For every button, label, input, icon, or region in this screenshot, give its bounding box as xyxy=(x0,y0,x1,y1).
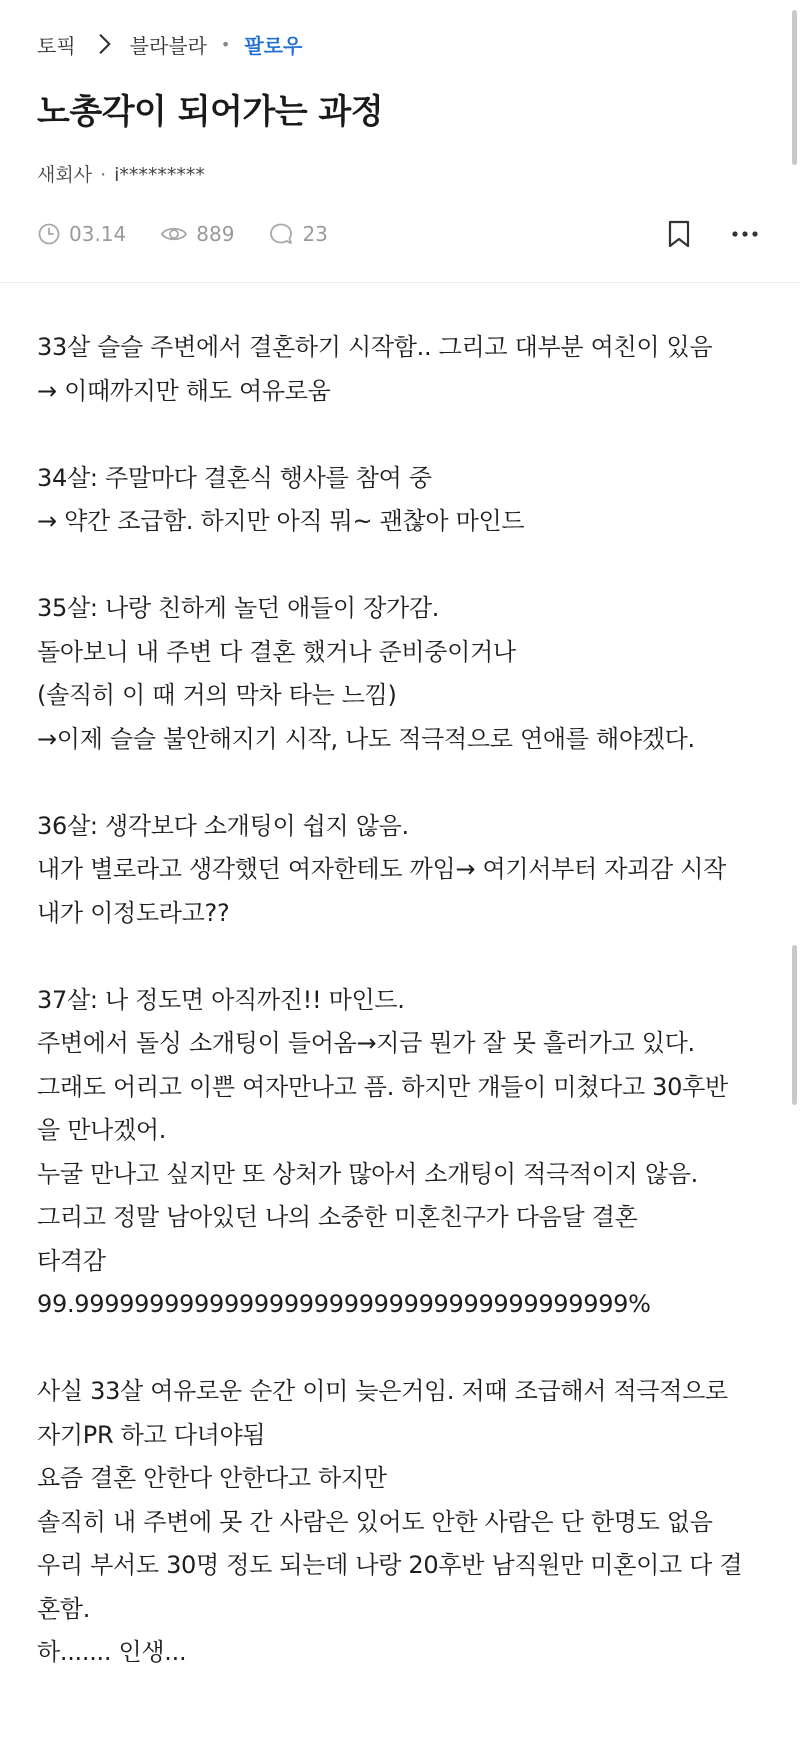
paragraph-gap xyxy=(37,413,780,457)
body-line: → 이때까지만 해도 여유로움 xyxy=(37,376,331,405)
post-comments[interactable] xyxy=(268,222,327,246)
author-name: i********* xyxy=(114,164,205,186)
body-line: 혼함. xyxy=(37,1594,91,1623)
body-line: 자기PR 하고 다녀야됨 xyxy=(37,1420,266,1449)
body-line: (솔직히 이 때 거의 막차 타는 느낌) xyxy=(37,681,397,709)
body-line: 34살: 주말마다 결혼식 행사를 참여 중 xyxy=(37,463,432,492)
post-comments-text: 23 xyxy=(302,222,328,246)
eye-icon xyxy=(160,222,188,246)
paragraph-gap xyxy=(37,761,780,805)
body-line: 그리고 정말 남아있던 나의 소중한 미혼친구가 다음달 결혼 xyxy=(37,1203,638,1231)
post-author xyxy=(37,160,205,187)
follow-button[interactable]: 팔로우 xyxy=(244,33,303,58)
post-meta xyxy=(37,218,763,250)
paragraph-gap xyxy=(37,935,780,979)
bookmark-icon xyxy=(666,219,692,249)
body-line: →이제 슬슬 불안해지기 시작, 나도 적극적으로 연애를 해야겠다. xyxy=(37,724,695,753)
paragraph-gap xyxy=(37,544,780,588)
header-divider xyxy=(0,282,800,283)
body-line: 99.9999999999999999999999999999999999999% xyxy=(37,1290,651,1318)
breadcrumb-separator: • xyxy=(220,34,231,54)
body-line: 우리 부서도 30명 정도 되는데 나랑 20후반 남직원만 미혼이고 다 결 xyxy=(37,1551,743,1579)
scrollbar-thumb-top[interactable] xyxy=(792,10,797,165)
post-date-text: 03.14 xyxy=(69,222,127,246)
breadcrumb xyxy=(37,28,302,60)
scrollbar-thumb[interactable] xyxy=(792,945,797,1105)
breadcrumb-channel[interactable]: 블라블라 xyxy=(129,33,207,58)
more-button[interactable] xyxy=(727,216,763,252)
body-line: 주변에서 돌싱 소개팅이 들어옴→지금 뭔가 잘 못 흘러가고 있다. xyxy=(37,1029,695,1057)
body-line: 36살: 생각보다 소개팅이 쉽지 않음. xyxy=(37,811,409,840)
body-line: 내가 이정도라고?? xyxy=(37,898,230,927)
body-line: 누굴 만나고 싶지만 또 상처가 많아서 소개팅이 적극적이지 않음. xyxy=(37,1159,698,1188)
body-line: 하....... 인생... xyxy=(37,1638,187,1666)
body-line: 사실 33살 여유로운 순간 이미 늦은거임. 저때 조급해서 적극적으로 xyxy=(37,1377,728,1405)
clock-icon xyxy=(37,222,61,246)
body-line: 그래도 어리고 이쁜 여자만나고 픔. 하지만 걔들이 미쳤다고 30후반 xyxy=(37,1072,728,1101)
body-line: 솔직히 내 주변에 못 간 사람은 있어도 안한 사람은 단 한명도 없음 xyxy=(37,1507,713,1536)
post-body xyxy=(37,326,780,1675)
post-views-text: 889 xyxy=(196,222,235,246)
post-views xyxy=(160,222,234,246)
post-actions xyxy=(661,216,763,252)
body-line: 33살 슬슬 주변에서 결혼하기 시작함.. 그리고 대부분 여친이 있음 xyxy=(37,333,713,361)
body-line: 타격감 xyxy=(37,1246,106,1275)
post-date xyxy=(37,222,126,246)
bookmark-button[interactable] xyxy=(661,216,697,252)
author-separator: · xyxy=(100,164,107,186)
body-line: 내가 별로라고 생각했던 여자한테도 까임→ 여기서부터 자괴감 시작 xyxy=(37,855,726,883)
chevron-right-icon xyxy=(92,31,118,57)
more-horizontal-icon xyxy=(731,230,759,238)
breadcrumb-topic[interactable]: 토픽 xyxy=(37,33,76,58)
paragraph-gap xyxy=(37,1327,780,1371)
body-line: → 약간 조급함. 하지만 아직 뭐~ 괜찮아 마인드 xyxy=(37,507,525,535)
body-line: 돌아보니 내 주변 다 결혼 했거나 준비중이거나 xyxy=(37,637,516,666)
body-line: 37살: 나 정도면 아직까진!! 마인드. xyxy=(37,985,405,1014)
author-company[interactable]: 새회사 xyxy=(37,164,93,186)
body-line: 요즘 결혼 안한다 안한다고 하지만 xyxy=(37,1464,387,1492)
comment-icon xyxy=(268,222,294,246)
body-line: 35살: 나랑 친하게 놀던 애들이 장가감. xyxy=(37,594,440,622)
post-title: 노총각이 되어가는 과정 xyxy=(37,92,384,132)
body-line: 을 만나겠어. xyxy=(37,1116,167,1144)
